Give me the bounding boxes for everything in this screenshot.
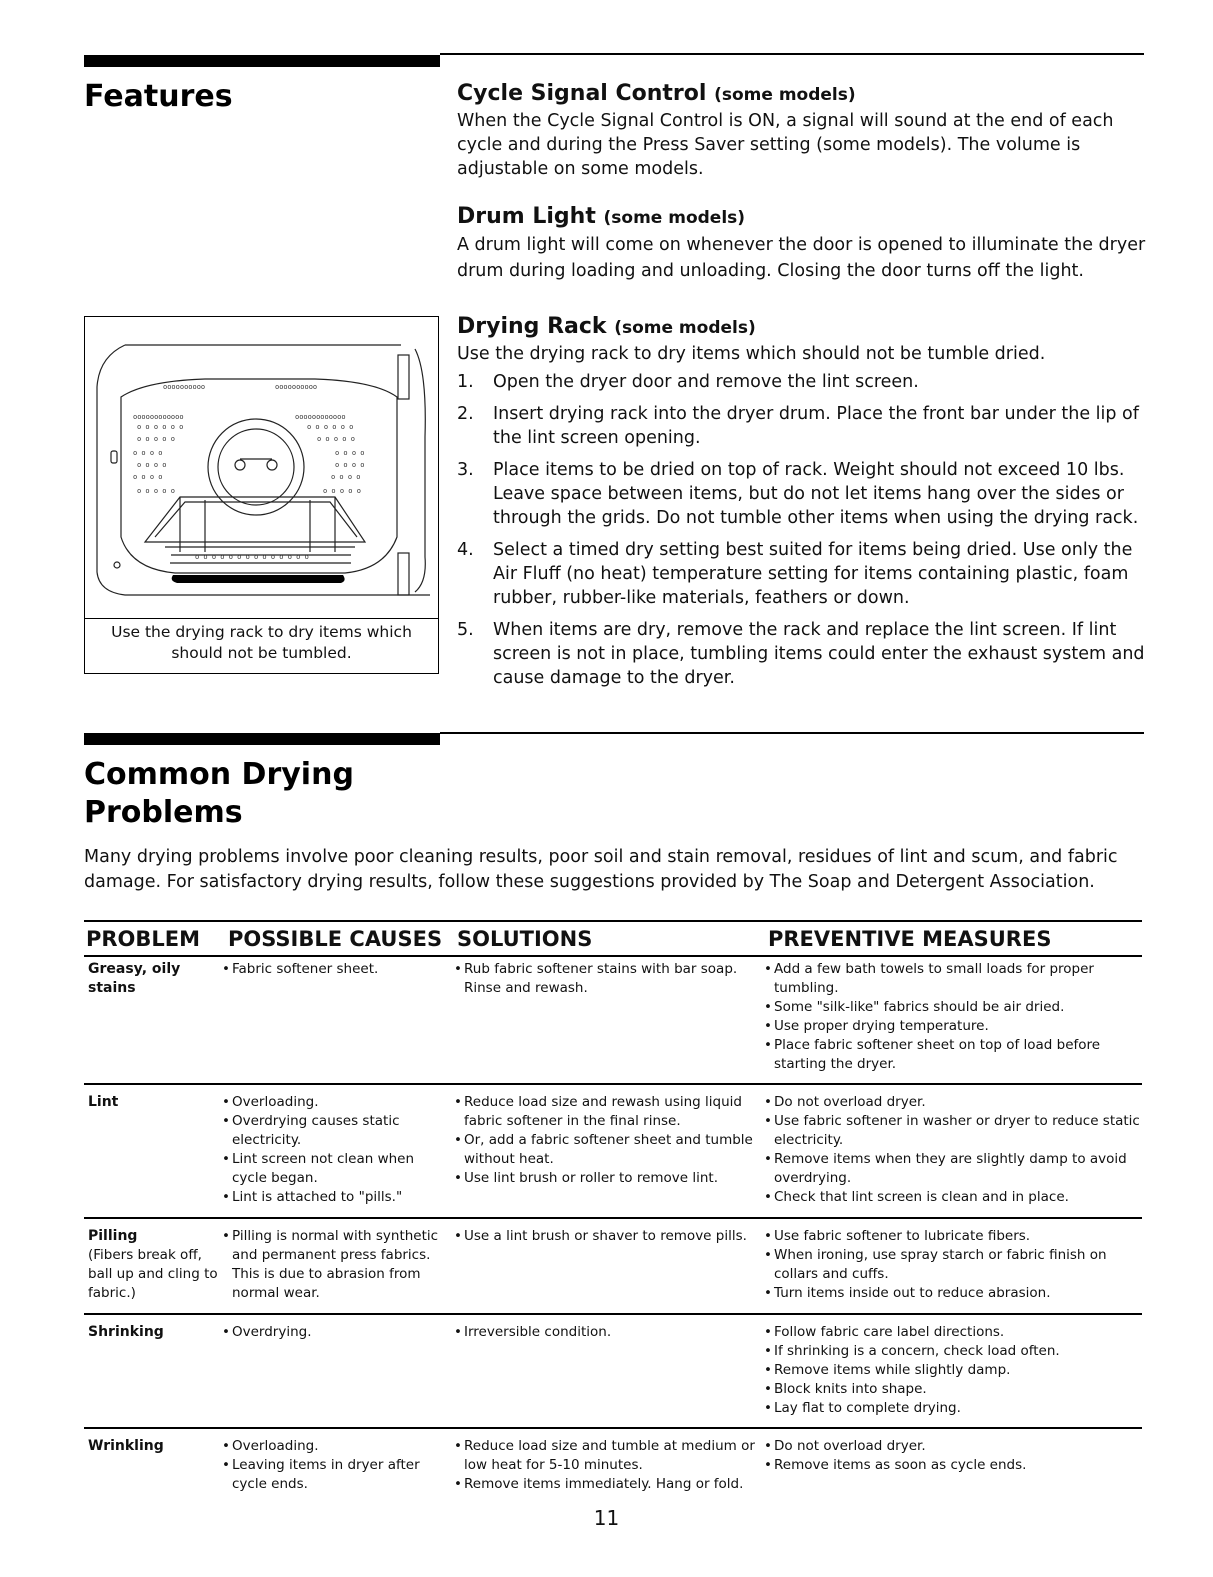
page-number: 11 [593,1506,620,1530]
list-item: • Overdrying. [222,1323,442,1342]
preventive-cell [764,960,1142,1074]
table-row [84,1323,1142,1423]
preventive-cell [764,1437,1142,1475]
solutions-cell [454,1227,759,1246]
svg-text:o o o o o: o o o o o [137,487,175,495]
solutions-cell [454,1093,759,1188]
list-item: • Block knits into shape. [764,1380,1142,1399]
step-item: 3. Place items to be dried on top of rack. Weight should not exceed 10 lbs. Leave space between items, but do not let items hang over the sides or through the grids. Do not tumble other items when using the drying rack. [457,460,1139,528]
problems-intro: Many drying problems involve poor cleaning results, poor soil and stain removal, residues of lint and scum, and fabric damage. For satisfactory drying results, follow these suggestions provided by The Soap and Detergent Association. [84,847,1118,892]
causes-cell [222,1323,442,1342]
preventive-cell [764,1093,1142,1207]
svg-text:o o o o o: o o o o o [323,487,361,495]
svg-text:oooooooooooo: oooooooooooo [133,413,184,421]
table-row [84,1437,1142,1502]
solutions-cell [454,1323,759,1342]
list-item: • Lint is attached to "pills." [222,1188,442,1207]
drying-rack-intro: Use the drying rack to dry items which should not be tumble dried. [457,344,1046,364]
list-item: • If shrinking is a concern, check load often. [764,1342,1142,1361]
causes-cell [222,1093,442,1207]
list-item: • Add a few bath towels to small loads for proper tumbling. [764,960,1142,998]
drying-rack-section [457,313,1147,698]
step-item: 5. When items are dry, remove the rack and replace the lint screen. If lint screen is not in place, tumbling items could enter the exhaust system and cause damage to the dryer. [457,620,1145,688]
features-rule-thin [440,53,1144,55]
drum-light-section [457,203,1147,284]
row-divider [84,1313,1142,1315]
preventive-cell [764,1323,1142,1418]
list-item: • Use fabric softener to lubricate fibers. [764,1227,1142,1246]
list-item: • Overloading. [222,1437,442,1456]
svg-text:o o o o o: o o o o o [137,435,175,443]
list-item: • Reduce load size and rewash using liquid fabric softener in the final rinse. [454,1093,759,1131]
causes-cell [222,1437,442,1494]
drum-light-heading: Drum Light (some models) [457,204,746,229]
row-divider [84,1083,1142,1085]
svg-text:o o o o: o o o o [133,449,163,457]
drum-light-body: A drum light will come on whenever the door is opened to illuminate the dryer drum during loading and unloading. Closing the door turns off the light. [457,235,1146,281]
list-item: • Overdrying causes static electricity. [222,1112,442,1150]
list-item: • Check that lint screen is clean and in place. [764,1188,1142,1207]
list-item: • Remove items as soon as cycle ends. [764,1456,1142,1475]
list-item: • Use fabric softener in washer or dryer to reduce static electricity. [764,1112,1142,1150]
problems-title-line2: Problems [84,795,243,830]
cycle-signal-heading: Cycle Signal Control (some models) [457,81,856,106]
list-item: • Fabric softener sheet. [222,960,442,979]
preventive-cell [764,1227,1142,1303]
list-item: • Irreversible condition. [454,1323,759,1342]
col-header-preventive: PREVENTIVE MEASURES [768,927,1052,951]
solutions-cell [454,960,759,998]
svg-text:o o o o: o o o o [331,473,361,481]
step-item: 4. Select a timed dry setting best suited for items being dried. Use only the Air Fluff (no heat) temperature setting for items containing plastic, foam rubber, rubber-like materials, feathers or down. [457,540,1133,608]
svg-text:o o o o o o: o o o o o o [137,423,184,431]
drying-rack-steps [457,370,1147,690]
list-item: • Some "silk-like" fabrics should be air dried. [764,998,1142,1017]
cycle-signal-body: When the Cycle Signal Control is ON, a signal will sound at the end of each cycle and during the Press Saver setting (some models). The volume is adjustable on some models. [457,111,1114,179]
list-item: • Place fabric softener sheet on top of load before starting the dryer. [764,1036,1142,1074]
problem-cell: Shrinking [88,1324,164,1340]
row-divider [84,1217,1142,1219]
list-item: • Rub fabric softener stains with bar soap. Rinse and rewash. [454,960,759,998]
list-item: • Do not overload dryer. [764,1093,1142,1112]
problems-rule-thin [440,732,1144,734]
causes-cell [222,960,442,979]
solutions-cell [454,1437,759,1494]
list-item: • Use lint brush or roller to remove lint. [454,1169,759,1188]
row-divider [84,1427,1142,1429]
problems-rule-thick [84,733,440,745]
list-item: • Use proper drying temperature. [764,1017,1142,1036]
problem-cell: Lint [88,1094,119,1110]
drying-rack-figure [84,316,439,674]
list-item: • Follow fabric care label directions. [764,1323,1142,1342]
figure-caption-divider [85,618,438,619]
svg-text:o o o o: o o o o [335,461,365,469]
table-row [84,1227,1142,1312]
svg-text:oooooooooooo: oooooooooooo [295,413,346,421]
list-item: • Leaving items in dryer after cycle ends. [222,1456,442,1494]
causes-cell [222,1227,442,1303]
table-row [84,960,1142,1080]
col-header-causes: POSSIBLE CAUSES [228,927,443,951]
list-item: • Or, add a fabric softener sheet and tumble without heat. [454,1131,759,1169]
features-title: Features [84,79,233,114]
svg-text:o o o o o o o o o o o o o o: o o o o o o o o o o o o o o [195,553,309,561]
svg-text:o o o o: o o o o [137,461,167,469]
svg-text:oooooooooo: oooooooooo [163,383,206,391]
table-row [84,1093,1142,1213]
features-rule-thick [84,55,440,67]
dryer-drum-illustration [85,317,437,617]
list-item: • Overloading. [222,1093,442,1112]
list-item: • Lint screen not clean when cycle began. [222,1150,442,1188]
problem-cell: Greasy, oily stains [88,961,181,996]
problems-title-line1: Common Drying [84,757,354,792]
problem-cell: Pilling (Fibers break off, ball up and cling to fabric.) [88,1228,218,1301]
list-item: • Remove items immediately. Hang or fold. [454,1475,759,1494]
svg-text:o o o o: o o o o [133,473,163,481]
list-item: • Remove items while slightly damp. [764,1361,1142,1380]
list-item: • When ironing, use spray starch or fabric finish on collars and cuffs. [764,1246,1142,1284]
list-item: • Turn items inside out to reduce abrasion. [764,1284,1142,1303]
list-item: • Pilling is normal with synthetic and permanent press fabrics. This is due to abrasion from normal wear. [222,1227,442,1303]
step-item: 2. Insert drying rack into the dryer drum. Place the front bar under the lip of the lint screen opening. [457,404,1139,448]
list-item: • Reduce load size and tumble at medium or low heat for 5-10 minutes. [454,1437,759,1475]
svg-text:o o o o o: o o o o o [317,435,355,443]
figure-caption: Use the drying rack to dry items which should not be tumbled. [111,623,412,662]
problem-cell: Wrinkling [88,1438,164,1454]
svg-text:oooooooooo: oooooooooo [275,383,318,391]
svg-text:o o o o o o: o o o o o o [307,423,354,431]
col-header-problem: PROBLEM [86,927,201,951]
svg-text:o o o o: o o o o [335,449,365,457]
col-header-solutions: SOLUTIONS [457,927,593,951]
list-item: • Lay flat to complete drying. [764,1399,1142,1418]
problem-note: (Fibers break off, ball up and cling to fabric.) [88,1247,218,1301]
cycle-signal-section [457,80,1147,181]
drying-rack-heading: Drying Rack (some models) [457,314,756,339]
list-item: • Do not overload dryer. [764,1437,1142,1456]
list-item: • Remove items when they are slightly damp to avoid overdrying. [764,1150,1142,1188]
list-item: • Use a lint brush or shaver to remove pills. [454,1227,759,1246]
step-item: 1. Open the dryer door and remove the lint screen. [457,372,919,392]
table-header-rule [84,955,1142,957]
